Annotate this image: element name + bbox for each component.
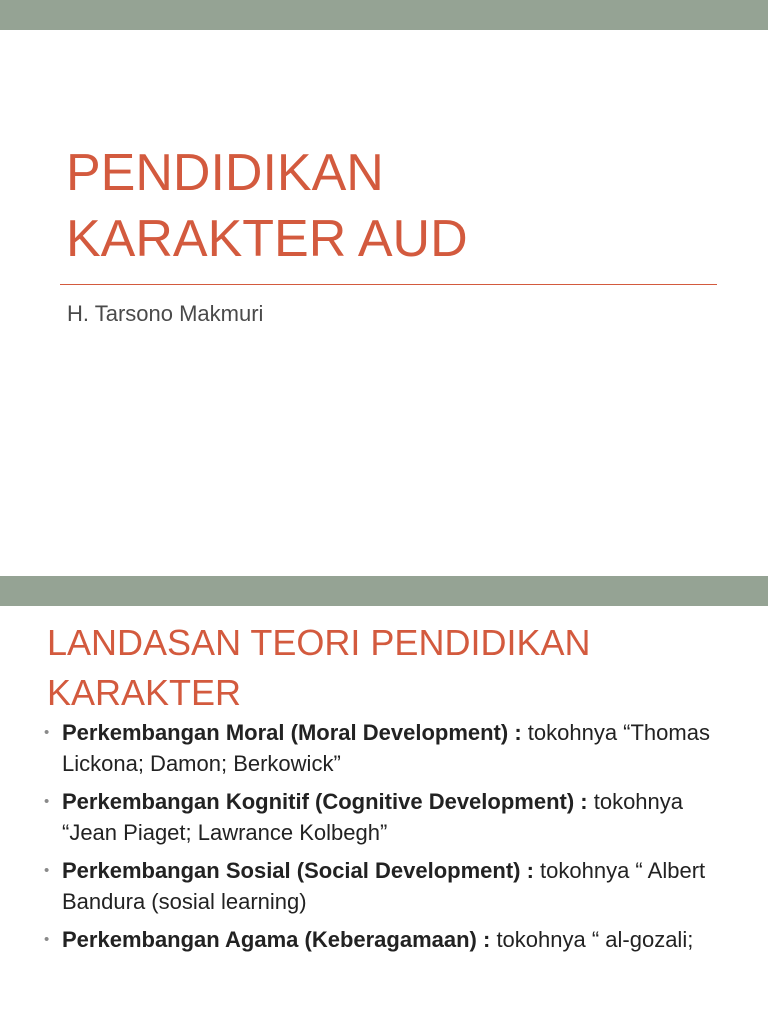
bullet-lead: Perkembangan Agama (Keberagamaan) : <box>62 927 491 952</box>
bullet-list <box>44 717 744 962</box>
slide-subtitle: H. Tarsono Makmuri <box>67 301 264 326</box>
content-slide <box>0 576 768 1024</box>
bullet-dot-icon: • <box>44 862 50 879</box>
slide-top-band <box>0 576 768 606</box>
slide-title-line-1: PENDIDIKAN <box>66 144 384 202</box>
title-divider <box>60 284 717 285</box>
slide-heading <box>47 618 727 718</box>
bullet-dot-icon: • <box>44 724 50 741</box>
bullet-tail: tokohnya “ al-gozali; <box>490 927 694 952</box>
bullet-lead: Perkembangan Kognitif (Cognitive Development) : <box>62 789 588 814</box>
bullet-tail: tokohnya “ Albert Bandura (sosial learning) <box>62 858 706 914</box>
bullet-dot-icon: • <box>44 793 50 810</box>
bullet-item <box>44 855 744 917</box>
bullet-lead: Perkembangan Moral (Moral Development) : <box>62 720 522 745</box>
slide-title-line-2: KARAKTER AUD <box>66 210 468 268</box>
bullet-item <box>44 786 744 848</box>
bullet-tail: tokohnya “Thomas Lickona; Damon; Berkowick” <box>62 720 710 776</box>
slide-title <box>66 140 726 272</box>
bullet-item <box>44 924 744 955</box>
slide-heading-line-2: KARAKTER <box>47 672 242 713</box>
bullet-tail: tokohnya “Jean Piaget; Lawrance Kolbegh” <box>62 789 684 845</box>
bullet-lead: Perkembangan Sosial (Social Development) : <box>62 858 534 883</box>
bullet-item <box>44 717 744 779</box>
bullet-dot-icon: • <box>44 931 50 948</box>
slide-heading-line-1: LANDASAN TEORI PENDIDIKAN <box>47 622 591 663</box>
slide-top-band <box>0 0 768 30</box>
